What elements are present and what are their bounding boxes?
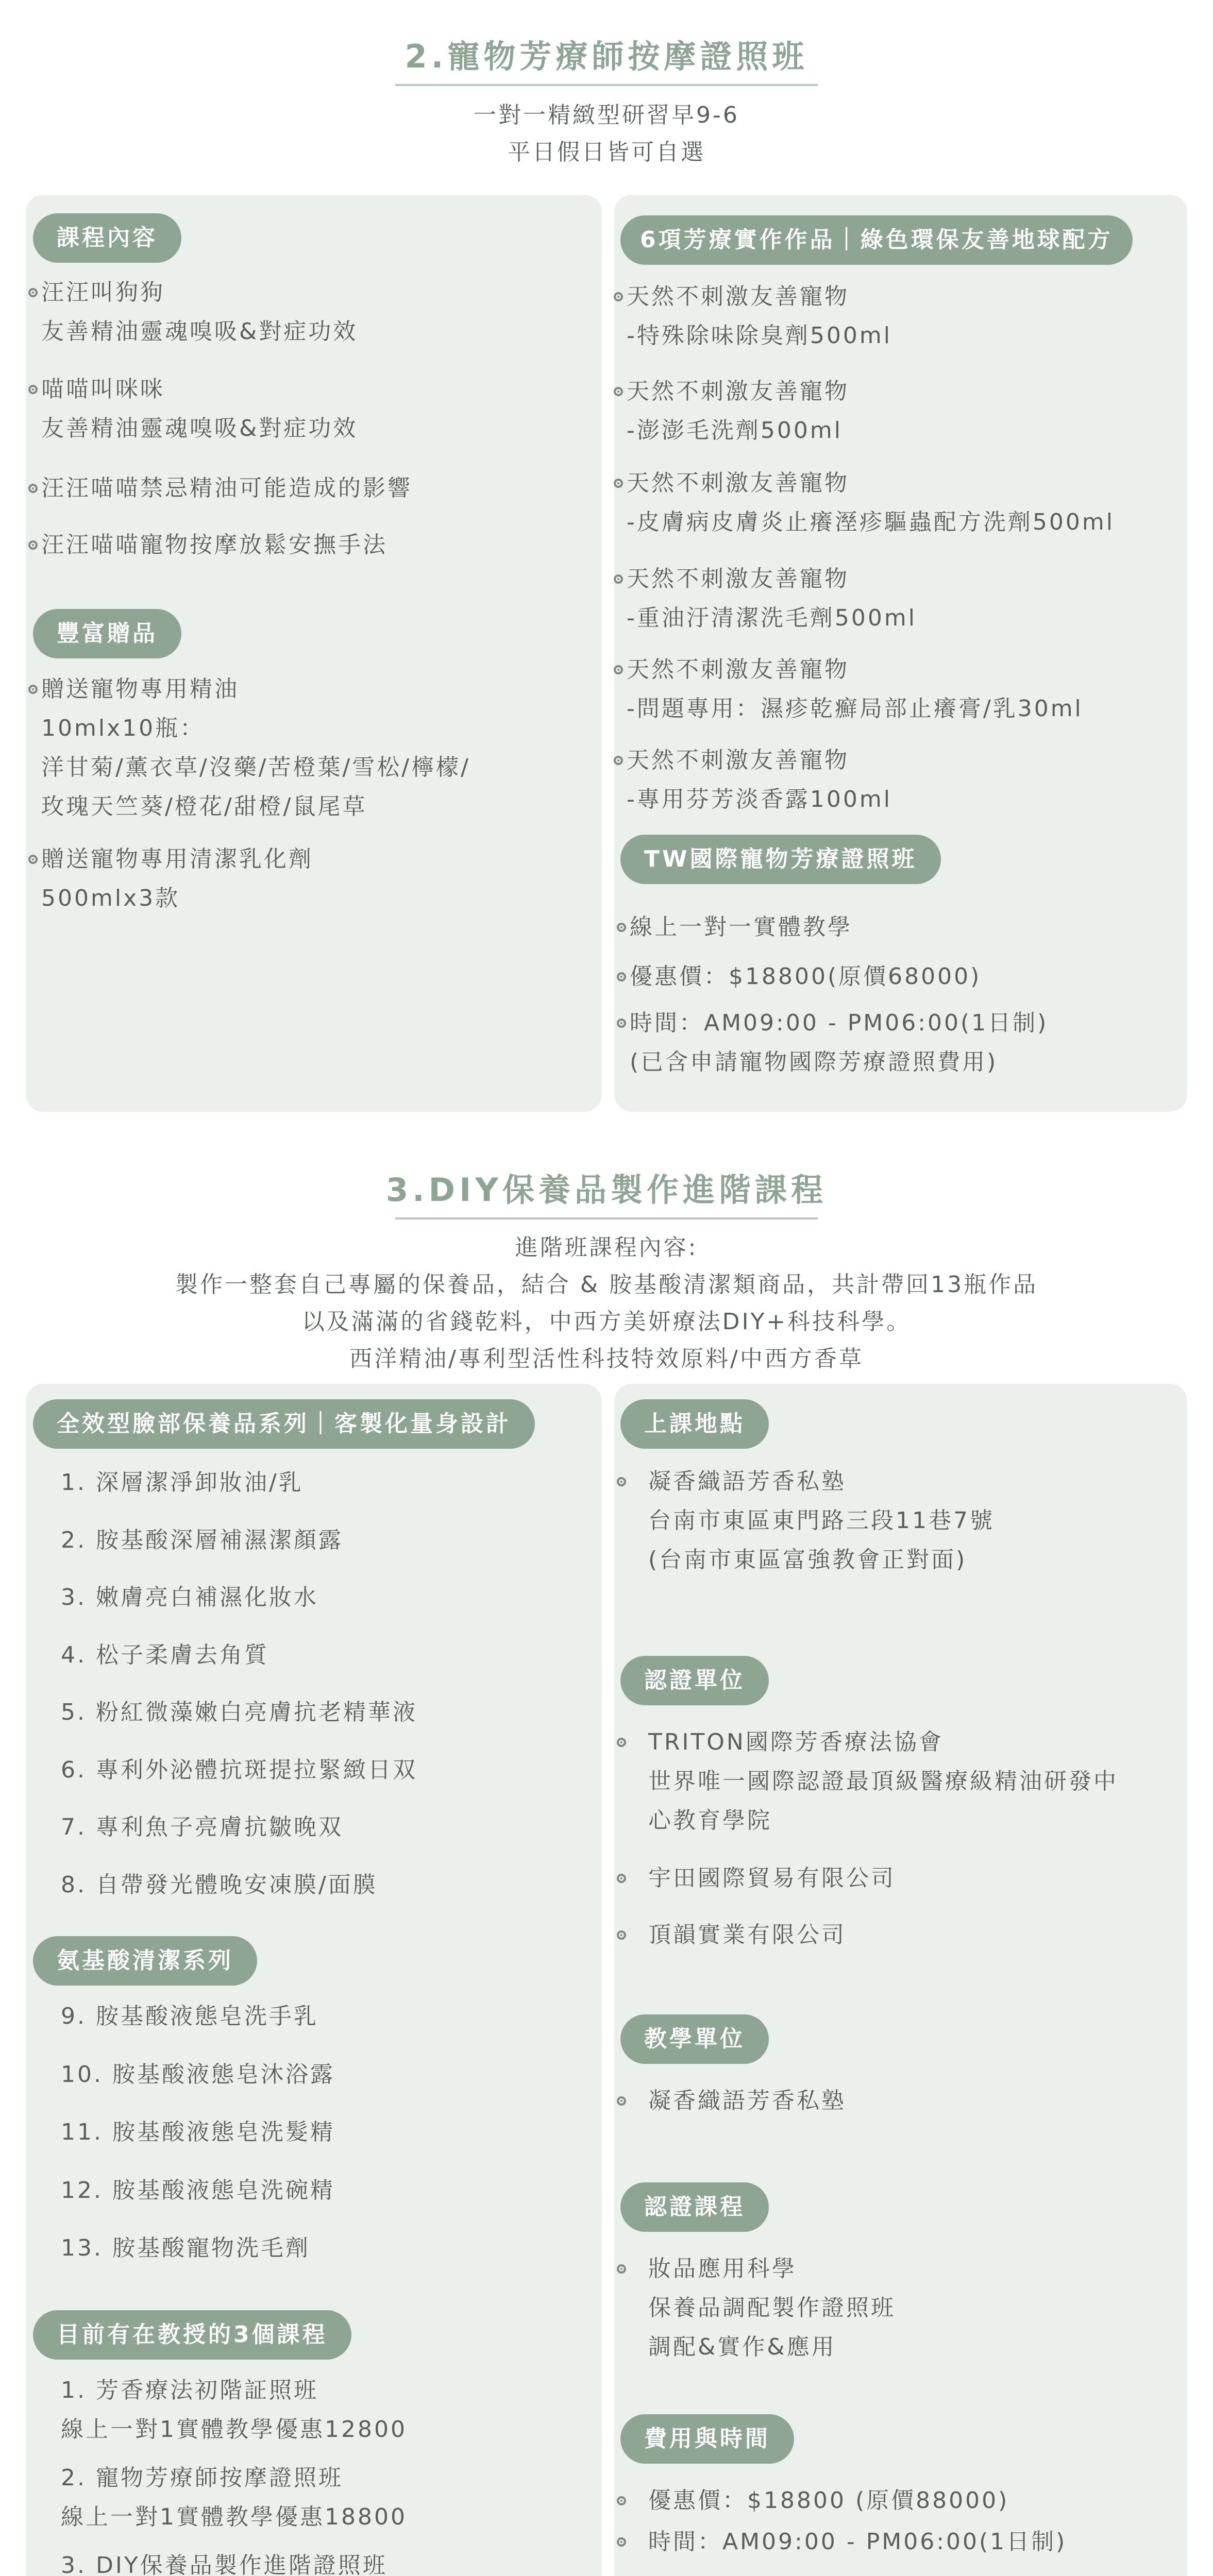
bullet-icon [617,2096,626,2106]
list-item: 2. 胺基酸深層補濕潔顏露 [61,1527,343,1553]
list-item-line: 台南市東區東門路三段11巷7號 [648,1507,995,1534]
list-item [627,464,1115,542]
bullet-icon [617,1930,626,1940]
list-item: 3. 嫩膚亮白補濕化妝水 [61,1584,318,1611]
bullet-icon [617,1019,626,1028]
list-item-line: 贈送寵物專用清潔乳化劑 [41,846,313,872]
list-item-line: (台南市東區富強教會正對面) [648,1547,967,1573]
list-item [630,908,852,947]
list-item-line: 時間：AM09:00 - PM06:00(1日制) [630,1010,1049,1036]
teach-heading: 教學單位 [620,2014,769,2064]
list-item-line: 汪汪喵喵禁忌精油可能造成的影響 [41,475,412,501]
list-item [630,957,981,996]
list-item: 線上一對1實體教學優惠18800 [61,2504,407,2530]
list-item-line: 世界唯一國際認證最頂級醫療級精油研發中 [648,1768,1118,1794]
list-item-line: 天然不刺激友善寵物 [627,283,849,310]
list-item-line: 10mlx10瓶： [41,715,205,741]
intro-line: 進階班課程內容: [515,1234,698,1261]
list-item: 10. 胺基酸液態皂沐浴露 [61,2061,335,2088]
list-item [41,273,358,351]
list-item: 3. DIY保養品製作進階證照班 [61,2552,388,2576]
location-heading: 上課地點 [620,1399,769,1449]
list-item [627,560,917,638]
list-item-line: 線上一對一實體教學 [630,914,852,940]
works-heading: 6項芳療實作作品｜綠色環保友善地球配方 [620,215,1133,265]
list-item: 1. 芳香療法初階証照班 [61,2377,318,2403]
list-item [648,2249,896,2367]
section2-title-text: 2.寵物芳療師按摩證照班 [405,38,808,75]
course-heading: 課程內容 [33,213,181,263]
title-underline [395,1217,818,1219]
bullet-icon [28,540,38,550]
list-item-line: -重油汙清潔洗毛劑500ml [627,605,917,631]
face-heading: 全效型臉部保養品系列｜客製化量身設計 [33,1399,535,1449]
bullet-icon [28,385,38,394]
bullet-icon [617,972,626,981]
list-item-line: -特殊除味除臭劑500ml [627,323,892,349]
current-heading: 目前有在教授的3個課程 [33,2310,351,2360]
list-item-line: 洋甘菊/薰衣草/沒藥/苦橙葉/雪松/檸檬/ [41,754,470,781]
bullet-icon [28,855,38,864]
list-item [41,840,313,918]
list-item: 2. 寵物芳療師按摩證照班 [61,2465,343,2491]
list-item-line: 友善精油靈魂嗅吸&對症功效 [41,318,358,345]
list-item [627,372,849,450]
list-item-line: 喵喵叫咪咪 [41,376,165,402]
list-item [648,2522,1067,2562]
list-item-line: 汪汪叫狗狗 [41,279,165,306]
list-item [41,370,358,448]
bullet-icon [614,574,623,584]
list-item: 1. 深層潔淨卸妝油/乳 [61,1469,304,1496]
list-item [627,650,1083,728]
list-item-line: 頂韻實業有限公司 [648,1922,846,1948]
list-item-line: 保養品調配製作證照班 [648,2295,896,2321]
section2-subtitle-1: 一對一精緻型研習早9-6 [474,102,739,128]
list-item-line: 時間：AM09:00 - PM06:00(1日制) [648,2529,1067,2555]
list-item-line: 天然不刺激友善寵物 [627,747,849,773]
list-item: 線上一對1實體教學優惠12800 [61,2416,407,2443]
list-item [648,2081,846,2121]
list-item-line: -皮膚病皮膚炎止癢溼疹驅蟲配方洗劑500ml [627,509,1115,535]
list-item-line: -問題專用：濕疹乾癬局部止癢膏/乳30ml [627,696,1083,722]
list-item-line: 友善精油靈魂嗅吸&對症功效 [41,415,358,442]
bullet-icon [617,2537,626,2547]
bullet-icon [614,292,623,301]
section2-subtitle-2: 平日假日皆可自選 [508,139,705,165]
list-item: 12. 胺基酸液態皂洗碗精 [61,2177,335,2204]
bullet-icon [614,479,623,488]
list-item [648,2481,1009,2520]
list-item-line: 贈送寵物專用精油 [41,676,239,702]
bullet-icon [28,685,38,694]
list-item: 7. 專利魚子亮膚抗皺晚双 [61,1814,343,1840]
list-item [648,1859,896,1898]
list-item: 4. 松子柔膚去角質 [61,1641,269,1668]
list-item-line: 調配&實作&應用 [648,2334,836,2360]
intro-line: 西洋精油/專利型活性科技特效原料/中西方香草 [349,1346,864,1372]
bullet-icon [617,2496,626,2505]
fee-heading: 費用與時間 [620,2414,794,2464]
bullet-icon [617,923,626,932]
bullet-icon [614,387,623,396]
section3-title-text: 3.DIY保養品製作進階課程 [385,1171,828,1209]
intro-line: 以及滿滿的省錢乾料，中西方美妍療法DIY+科技科學。 [301,1309,912,1335]
list-item [648,1723,1118,1840]
cert-heading: 認證單位 [620,1656,769,1705]
list-item: 8. 自帶發光體晚安凍膜/面膜 [61,1871,378,1898]
list-item [630,1004,1048,1082]
list-item [41,526,388,565]
bullet-icon [28,288,38,297]
list-item [648,1916,846,1955]
list-item-line: 優惠價：$18800(原價68000) [630,963,982,990]
list-item: 9. 胺基酸液態皂洗手乳 [61,2003,318,2029]
bullet-icon [617,1738,626,1747]
list-item [627,741,892,819]
bullet-icon [617,1874,626,1883]
list-item [627,277,892,355]
list-item: 6. 專利外泌體抗斑提拉緊緻日双 [61,1756,417,1783]
tw-heading: TW國際寵物芳療證照班 [620,835,941,884]
list-item-line: 心教育學院 [648,1807,772,1834]
list-item-line: 凝香織語芳香私塾 [648,2088,846,2114]
list-item-line: 500mlx3款 [41,885,180,911]
certcourse-heading: 認證課程 [620,2182,769,2232]
list-item-line: -澎澎毛洗劑500ml [627,417,843,444]
list-item-line: 天然不刺激友善寵物 [627,470,849,496]
gifts-heading: 豐富贈品 [33,609,181,658]
list-item-line: 宇田國際貿易有限公司 [648,1865,896,1891]
list-item: 11. 胺基酸液態皂洗髮精 [61,2119,335,2145]
list-item-line: 妝品應用科學 [648,2256,797,2282]
bullet-icon [614,665,623,674]
list-item: 13. 胺基酸寵物洗毛劑 [61,2235,310,2261]
list-item-line: 汪汪喵喵寵物按摩放鬆安撫手法 [41,532,388,558]
amino-heading: 氨基酸清潔系列 [33,1936,257,1986]
title-underline [395,84,818,86]
intro-line: 製作一整套自己專屬的保養品，結合 & 胺基酸清潔類商品，共計帶回13瓶作品 [175,1272,1038,1298]
list-item-line: (已含申請寵物國際芳療證照費用) [630,1049,998,1075]
bullet-icon [28,484,38,493]
list-item-line: -專用芬芳淡香露100ml [627,786,892,812]
list-item-line: 天然不刺激友善寵物 [627,566,849,592]
list-item: 5. 粉紅微藻嫩白亮膚抗老精華液 [61,1699,417,1725]
list-item-line: 玫瑰天竺葵/橙花/甜橙/鼠尾草 [41,793,367,820]
list-item-line: 天然不刺激友善寵物 [627,378,849,404]
list-item-line: 凝香織語芳香私塾 [648,1468,846,1495]
list-item [648,1462,995,1580]
section2-title [0,31,1213,86]
list-item-line: TRITON國際芳香療法協會 [648,1729,944,1755]
bullet-icon [617,1477,626,1486]
section3-title [0,1164,1213,1219]
list-item [41,670,470,826]
list-item-line: 天然不刺激友善寵物 [627,656,849,683]
bullet-icon [617,2264,626,2274]
list-item-line: 優惠價：$18800 (原價88000) [648,2487,1009,2514]
bullet-icon [614,756,623,765]
list-item [41,469,412,508]
